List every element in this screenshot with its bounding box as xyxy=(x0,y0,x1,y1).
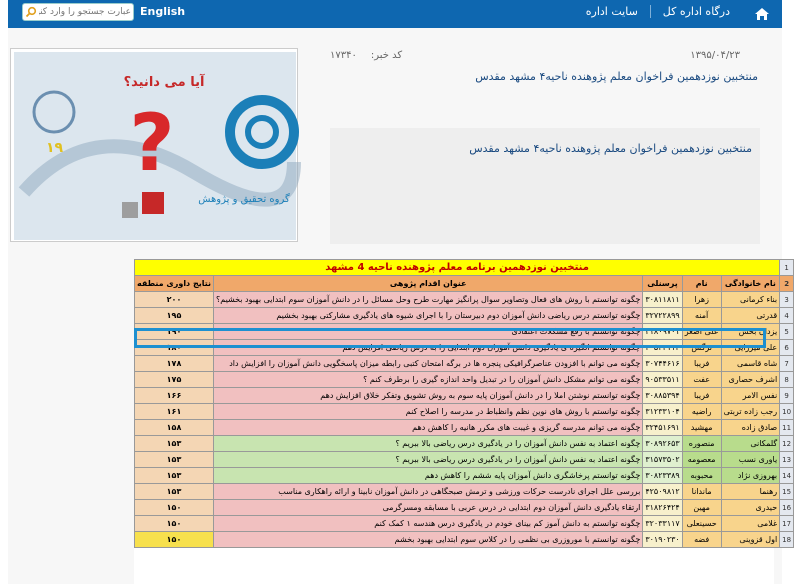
image-banner-text: آیا می دانید؟ xyxy=(123,75,205,90)
cell-id: ۳۰۸۲۳۳۸۹ xyxy=(643,468,682,484)
cell-score: ۱۹۰ xyxy=(135,324,214,340)
cell-first-name: مهشید xyxy=(682,420,721,436)
cell-id: ۳۰۷۴۴۶۱۶ xyxy=(643,356,682,372)
cell-id: ۳۲۰۳۳۱۱۷ xyxy=(643,516,682,532)
cell-id: ۳۰۸۹۲۶۵۳ xyxy=(643,436,682,452)
cell-score: ۱۵۰ xyxy=(135,516,214,532)
table-row xyxy=(135,484,794,500)
table-row xyxy=(135,532,794,548)
cell-title: بررسی علل اجرای نادرست حرکات ورزشی و ترمش صبحگاهی در دانش آموزان نابینا و ارائه راهکاری مناسب xyxy=(214,484,643,500)
nav-links xyxy=(574,5,742,18)
cell-first-name: منصوره xyxy=(682,436,721,452)
cell-first-name: زهرا xyxy=(682,292,721,308)
cell-first-name: مهین xyxy=(682,500,721,516)
results-table xyxy=(134,259,794,548)
cell-score: ۱۵۸ xyxy=(135,420,214,436)
table-row xyxy=(135,436,794,452)
cell-last-name: غلامی xyxy=(721,516,780,532)
cell-id: ۳۲۴۵۱۶۹۱ xyxy=(643,420,682,436)
cell-id: ۳۰۸۱۱۸۱۱ xyxy=(643,292,682,308)
cell-title: چگونه توانستم پرخاشگری دانش آموزان پایه ششم را کاهش دهم xyxy=(214,468,643,484)
cell-first-name: راضیه xyxy=(682,404,721,420)
row-number: 14 xyxy=(780,468,794,484)
row-number: 3 xyxy=(780,292,794,308)
row-number: 8 xyxy=(780,372,794,388)
table-row xyxy=(135,292,794,308)
nav-link-portal[interactable]: درگاه اداره کل xyxy=(650,5,742,18)
row-number: 6 xyxy=(780,340,794,356)
cell-last-name: قدرتی xyxy=(721,308,780,324)
row-number: 10 xyxy=(780,404,794,420)
cell-last-name: گلمکانی xyxy=(721,436,780,452)
english-link[interactable]: English xyxy=(140,5,186,18)
table-caption: منتخبین نوزدهمین برنامه معلم پژوهنده ناحیه 4 مشهد xyxy=(135,260,780,276)
cell-id: ۳۲۷۲۲۸۹۹ xyxy=(643,308,682,324)
cell-score: ۱۸۰ xyxy=(135,340,214,356)
cell-score: ۱۶۶ xyxy=(135,388,214,404)
cell-id: ۳۱۸۰۹۷۰۱ xyxy=(643,324,682,340)
cell-title: چگونه توانستم به دانش آموز کم بینای خودم در یادگیری درس هندسه ۱ کمک کنم xyxy=(214,516,643,532)
search-box xyxy=(22,3,134,21)
cell-id: ۳۰۱۹۰۲۳۰ xyxy=(643,532,682,548)
cell-first-name: عفت xyxy=(682,372,721,388)
top-navigation-bar xyxy=(8,0,782,28)
row-number: 12 xyxy=(780,436,794,452)
cell-id: ۳۱۵۷۳۵۰۲ xyxy=(643,452,682,468)
cell-first-name: فضه xyxy=(682,532,721,548)
cell-title: چگونه توانستم درس ریاضی دانش آموزان دوم دبیرستان را با اجرای شیوه های یادگیری مشارکتی بهبود بخشیم xyxy=(214,308,643,324)
cell-last-name: رهنما xyxy=(721,484,780,500)
cell-title: چگونه اعتماد به نفس دانش آموزان را در یادگیری درس ریاضی بالا ببریم ؟ xyxy=(214,436,643,452)
image-brand-text: گروه تحقیق و پژوهش xyxy=(198,194,290,205)
cell-id: ۳۰۸۸۵۳۹۴ xyxy=(643,388,682,404)
row-number: 17 xyxy=(780,516,794,532)
cell-last-name: صادق زاده xyxy=(721,420,780,436)
row-number: 18 xyxy=(780,532,794,548)
cell-id: ۴۲۵۰۹۸۱۲ xyxy=(643,484,682,500)
cell-last-name: اشرف حصاری xyxy=(721,372,780,388)
table-header-row: نتایج داوری منطقه عنوان اقدام پژوهی پرسنلی نام نام خانوادگی 2 xyxy=(135,276,794,292)
cell-last-name: بناء کرمانی xyxy=(721,292,780,308)
image-badge: ۱۹ xyxy=(46,140,64,156)
table-row xyxy=(135,308,794,324)
row-number: 7 xyxy=(780,356,794,372)
row-number: 9 xyxy=(780,388,794,404)
cell-title: چگونه توانستم انگیزه ی یادگیری دانش آموزان دوم ابتدایی را به درس ریاضی افزایش دهم xyxy=(214,340,643,356)
cell-first-name: معصومه xyxy=(682,452,721,468)
table-row xyxy=(135,452,794,468)
cell-last-name: شاه قاسمی xyxy=(721,356,780,372)
nav-link-site[interactable]: سایت اداره xyxy=(585,5,638,18)
cell-score: ۱۵۰ xyxy=(135,532,214,548)
row-number: 16 xyxy=(780,500,794,516)
cell-title: چگونه توانستم نوشتن املا را در دانش آموزان پایه سوم به روش تشویق وتفکر خلاق افزایش دهم xyxy=(214,388,643,404)
table-row xyxy=(135,468,794,484)
news-code xyxy=(330,50,402,61)
cell-first-name: محبوبه xyxy=(682,468,721,484)
cell-first-name: ماندانا xyxy=(682,484,721,500)
cell-last-name: حیدری xyxy=(721,500,780,516)
news-date: ۱۳۹۵/۰۴/۲۳ xyxy=(690,50,740,61)
cell-score: ۱۹۵ xyxy=(135,308,214,324)
header-id: پرسنلی xyxy=(643,276,682,292)
cell-first-name: فریبا xyxy=(682,388,721,404)
cell-title: چگونه می توانم با افزودن عناصرگرافیکی پنجره ها در برگه امتحان کتبی رابطه میزان پاسخگویی دانش آموزان را افزایش داد xyxy=(214,356,643,372)
table-row xyxy=(135,356,794,372)
cell-last-name: علی میرزایی xyxy=(721,340,780,356)
cell-score: ۱۵۳ xyxy=(135,436,214,452)
cell-id: ۳۰۵۴۴۱۱۲ xyxy=(643,340,682,356)
home-icon[interactable] xyxy=(754,6,770,22)
news-code-value: ۱۷۳۴۰ xyxy=(330,50,357,61)
news-image-graphic xyxy=(14,52,294,238)
cell-title: چگونه می توانم مدرسه گریزی و غیبت های مکرر هانیه را کاهش دهم xyxy=(214,420,643,436)
cell-first-name: علی اصغر xyxy=(682,324,721,340)
cell-score: ۱۵۳ xyxy=(135,452,214,468)
news-title: منتخبین نوزدهمین فراخوان معلم پژوهنده ناحیه۴ مشهد مقدس xyxy=(475,70,758,83)
cell-score: ۱۵۳ xyxy=(135,484,214,500)
cell-last-name: یاوری نسب xyxy=(721,452,780,468)
news-summary-text: منتخبین نوزدهمین فراخوان معلم پژوهنده ناحیه۴ مشهد مقدس xyxy=(469,142,752,155)
cell-title: چگونه توانستم با رفع مشکلات اعتقادی xyxy=(214,324,643,340)
cell-id: ۳۱۸۲۶۴۲۴ xyxy=(643,500,682,516)
search-input[interactable] xyxy=(39,5,131,19)
cell-last-name: اول قزوینی xyxy=(721,532,780,548)
header-last: نام خانوادگی xyxy=(721,276,780,292)
cell-first-name: فریبا xyxy=(682,356,721,372)
cell-score: ۲۰۰ xyxy=(135,292,214,308)
svg-text:?: ? xyxy=(129,99,175,189)
header-score: نتایج داوری منطقه xyxy=(135,276,214,292)
cell-title: چگونه اعتماد به نفس دانش آموزان را در یادگیری درس ریاضی بالا ببریم ؟ xyxy=(214,452,643,468)
search-icon[interactable] xyxy=(25,6,37,18)
cell-score: ۱۵۳ xyxy=(135,468,214,484)
cell-title: چگونه توانستم با روش های نوین نظم وانظباط در مدرسه را اصلاح کنم xyxy=(214,404,643,420)
cell-title: چگونه توانستم با روش های فعال وتصاویر سوال پرانگیز مهارت طرح وحل مسائل را در دانش آموزان سوم ابتدایی بهبود بخشیم؟ xyxy=(214,292,643,308)
news-illustration xyxy=(14,52,296,240)
cell-title: چگونه توانستم با موروزری بی نظمی را در کلاس سوم ابتدایی بهبود بخشم xyxy=(214,532,643,548)
cell-score: ۱۷۸ xyxy=(135,356,214,372)
news-image[interactable] xyxy=(10,48,298,242)
table-caption-row: منتخبین نوزدهمین برنامه معلم پژوهنده ناحیه 4 مشهد 1 xyxy=(135,260,794,276)
cell-id: ۹۰۵۳۳۵۱۱ xyxy=(643,372,682,388)
cell-first-name: نرگس xyxy=(682,340,721,356)
row-number: 15 xyxy=(780,484,794,500)
table-row xyxy=(135,388,794,404)
cell-last-name: بهروزی نژاد xyxy=(721,468,780,484)
row-number: 4 xyxy=(780,308,794,324)
news-summary xyxy=(330,128,760,244)
cell-score: ۱۶۱ xyxy=(135,404,214,420)
cell-title: ارتقاء یادگیری دانش آموزان دوم ابتدایی در درس عربی با مسابقه ومسرگرمی xyxy=(214,500,643,516)
cell-last-name: رجب زاده تربتی xyxy=(721,404,780,420)
cell-id: ۳۱۲۳۳۱۰۴ xyxy=(643,404,682,420)
cell-score: ۱۷۵ xyxy=(135,372,214,388)
table-row xyxy=(135,516,794,532)
cell-score: ۱۵۰ xyxy=(135,500,214,516)
row-number: 11 xyxy=(780,420,794,436)
cell-title: چگونه می توانم مشکل دانش آموزان را در تبدیل واحد اندازه گیری را برطرف کنم ؟ xyxy=(214,372,643,388)
cell-last-name: نفس الامر xyxy=(721,388,780,404)
row-number: 13 xyxy=(780,452,794,468)
row-number: 5 xyxy=(780,324,794,340)
results-spreadsheet-image xyxy=(134,259,792,584)
table-row xyxy=(135,324,794,340)
table-row xyxy=(135,500,794,516)
cell-first-name: آمنه xyxy=(682,308,721,324)
table-row xyxy=(135,372,794,388)
main-content xyxy=(8,28,792,584)
header-first: نام xyxy=(682,276,721,292)
header-title: عنوان اقدام پژوهی xyxy=(214,276,643,292)
news-code-label: کد خبر: xyxy=(370,50,403,61)
table-row xyxy=(135,404,794,420)
cell-first-name: حسینعلی xyxy=(682,516,721,532)
table-row xyxy=(135,340,794,356)
cell-last-name: یزدان بخش xyxy=(721,324,780,340)
table-row xyxy=(135,420,794,436)
